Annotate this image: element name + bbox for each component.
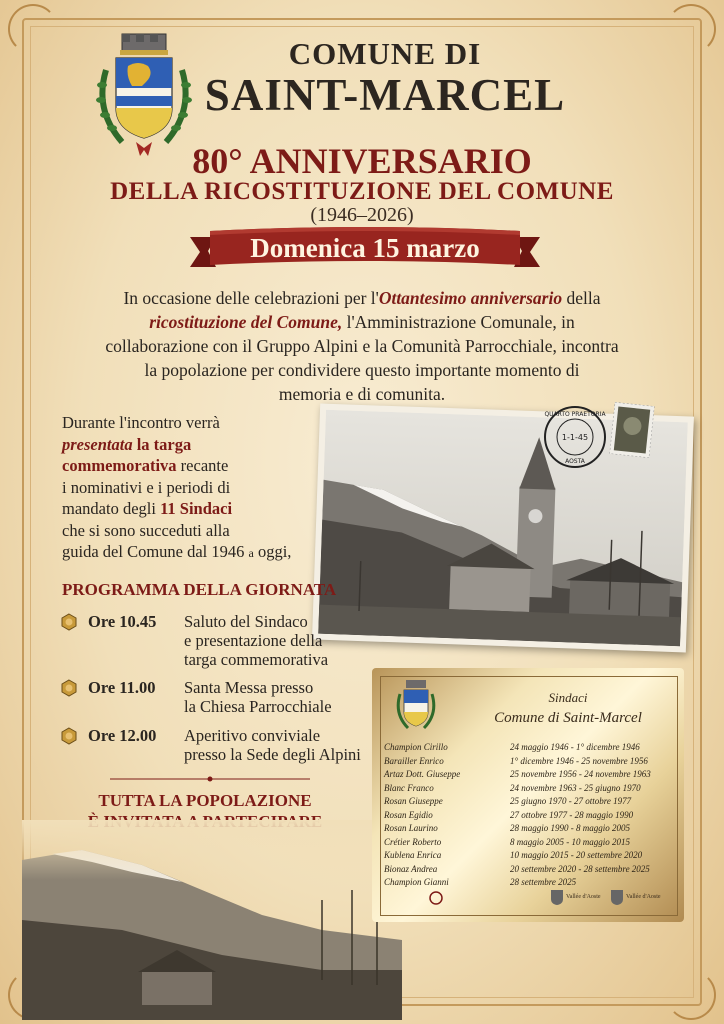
plaque-row (372, 837, 684, 851)
mayor-name: Blanc Franco (384, 782, 434, 793)
event-date: Domenica 15 marzo (250, 233, 480, 263)
details-text: guida del Comune dal 1946 (62, 542, 249, 561)
program-time: Ore 12.00 (88, 726, 157, 745)
program-time: Ore 10.45 (88, 612, 157, 631)
intro-emphasis: Ottantesimo anniversario (378, 288, 563, 308)
intro-text: In occasione delle celebrazioni per l' (123, 288, 379, 308)
postmark-place: AOSTA (565, 458, 585, 465)
coin-bullet-icon (60, 613, 78, 631)
plaque-row (372, 769, 684, 783)
postmark-icon (540, 402, 610, 472)
alpini-logo-icon (428, 890, 448, 906)
details-emphasis: presentata (62, 434, 133, 454)
corner-ornament (8, 4, 58, 54)
program-desc-line: targa commemorativa (184, 650, 329, 669)
municipality-title (190, 36, 580, 120)
anniversary-years: (1946–2026) (310, 204, 414, 226)
program-desc-line: Santa Messa presso (184, 678, 314, 697)
details-text: che si sono succeduti alla (62, 520, 230, 540)
intro-text: la popolazione per condividere questo importante momento di (144, 360, 580, 380)
anniversary-subtitle: DELLA RICOSTITUZIONE DEL COMUNE (110, 178, 614, 205)
program-desc (184, 678, 384, 716)
program-desc-line: Saluto del Sindaco (184, 612, 308, 631)
details-text: recante (176, 456, 229, 475)
mayor-name: Rosan Egidio (384, 809, 433, 820)
program-desc-line: presso la Sede degli Alpini (184, 745, 361, 764)
region-logo-icon (550, 888, 564, 906)
mayor-period: 28 maggio 1990 - 8 maggio 2005 (510, 823, 630, 833)
commemorative-plaque (372, 668, 684, 922)
plaque-row (372, 742, 684, 756)
details-text: i nominativi e i periodi di (62, 477, 231, 497)
mayor-period: 24 maggio 1946 - 1° dicembre 1946 (510, 742, 640, 752)
coin-bullet-icon (60, 679, 78, 697)
title-line-1: COMUNE DI (288, 36, 482, 71)
coat-of-arms-icon (92, 30, 196, 158)
details-paragraph (62, 412, 332, 565)
mayor-name: Barailler Enrico (384, 755, 444, 766)
mayor-name: Crétier Roberto (384, 836, 442, 847)
postmark-text: QUARTO PRAETORIA (544, 411, 606, 418)
intro-text: memoria e di comunita. (278, 384, 446, 404)
details-emphasis: la targa (132, 434, 192, 454)
details-text: Durante l'incontro verrà (62, 413, 220, 432)
program-desc-line: e presentazione della (184, 631, 323, 650)
anniversary-title: 80° ANNIVERSARIO (192, 141, 532, 181)
intro-text: collaborazione con il Gruppo Alpini e la Comunità Parrocchiale, incontra (105, 336, 619, 356)
corner-ornament (666, 4, 716, 54)
details-emphasis: commemorativa (62, 456, 177, 475)
date-ribbon (190, 225, 540, 275)
postmark-date: 1-1-45 (561, 433, 589, 442)
plaque-row (372, 823, 684, 837)
mountain-landscape-icon (22, 820, 402, 1020)
mayor-name: Artaz Dott. Giuseppe (384, 769, 461, 779)
mayor-period: 24 novembre 1963 - 25 giugno 1970 (510, 782, 641, 793)
plaque-row (372, 810, 684, 824)
mayor-period: 20 settembre 2020 - 28 settembre 2025 (510, 863, 650, 874)
mayor-name: Rosan Laurino (384, 823, 438, 833)
mayor-name: Kublena Enrica (384, 850, 442, 860)
mayor-period: 10 maggio 2015 - 20 settembre 2020 (510, 850, 643, 860)
region-logo-icon (610, 888, 624, 906)
program-item (60, 678, 380, 720)
mayor-period: 25 giugno 1970 - 27 ottobre 1977 (510, 796, 632, 806)
postage-stamp-icon (609, 402, 654, 458)
plaque-title: Sindaci (548, 690, 588, 705)
intro-text: l'Amministrazione Comunale, in (342, 312, 575, 332)
intro-emphasis: ricostituzione del Comune, (149, 312, 343, 332)
program-item (60, 726, 380, 768)
program-item (60, 612, 380, 672)
mayor-period: 28 settembre 2025 (510, 877, 577, 887)
program-title: PROGRAMMA DELLA GIORNATA (62, 580, 337, 599)
details-emphasis: 11 Sindaci (160, 499, 233, 518)
mayor-name: Champion Gianni (384, 877, 449, 887)
details-text: mandato degli (62, 499, 161, 518)
details-text: oggi, (253, 542, 292, 561)
plaque-subtitle: Comune di Saint-Marcel (494, 710, 642, 726)
program-desc (184, 726, 384, 764)
plaque-row (372, 864, 684, 878)
mayor-name: Rosan Giuseppe (384, 796, 443, 806)
program-time: Ore 11.00 (88, 678, 156, 697)
divider (110, 776, 310, 782)
details-text: a (248, 546, 254, 560)
program-desc (184, 612, 384, 669)
intro-text: della (562, 288, 601, 308)
invitation-line: TUTTA LA POPOLAZIONE (98, 791, 312, 810)
plaque-row (372, 850, 684, 864)
mayor-period: 27 ottobre 1977 - 28 maggio 1990 (510, 809, 634, 820)
plaque-row (372, 756, 684, 770)
program-desc-line: Aperitivo conviviale (184, 726, 321, 745)
program-desc-line: la Chiesa Parrocchiale (184, 697, 332, 716)
plaque-row (372, 796, 684, 810)
plaque-crest-icon (394, 678, 438, 734)
title-line-2: SAINT-MARCEL (204, 70, 566, 120)
coin-bullet-icon (60, 727, 78, 745)
mayor-name: Bionaz Andrea (384, 863, 438, 874)
mayor-period: 8 maggio 2005 - 10 maggio 2015 (510, 836, 630, 847)
mayor-period: 25 novembre 1956 - 24 novembre 1963 (510, 769, 651, 779)
intro-paragraph (62, 286, 662, 406)
corner-ornament (666, 970, 716, 1020)
region-logo-label: Vallée d'Aoste (626, 894, 661, 900)
plaque-row (372, 783, 684, 797)
plaque-row (372, 877, 684, 891)
mayor-period: 1° dicembre 1946 - 25 novembre 1956 (510, 755, 648, 766)
mayor-name: Champion Cirillo (384, 742, 448, 752)
region-logo-label: Vallée d'Aoste (566, 894, 601, 900)
